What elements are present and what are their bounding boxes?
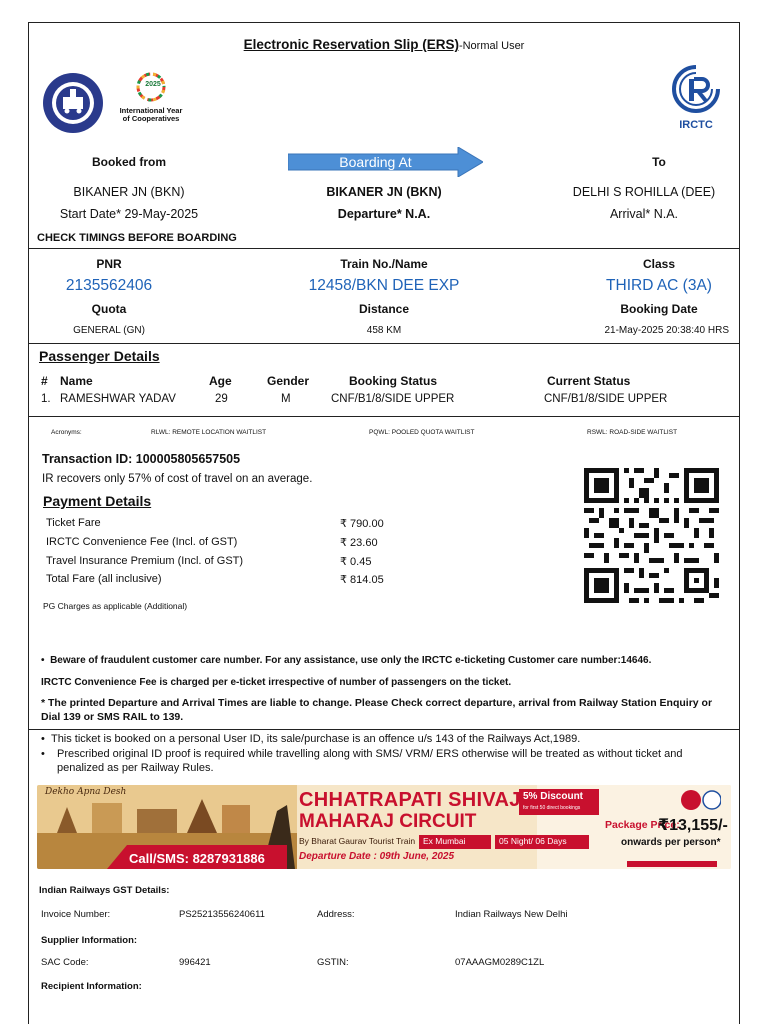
ir-recovers-note: IR recovers only 57% of cost of travel on an average. xyxy=(42,473,313,485)
id-proof-notice-text: Prescribed original ID proof is required while travelling along with SMS/ VRM/ ERS otherwise will be treated as without ticket and penalized as per Railway Rules. xyxy=(57,748,683,774)
banner-title-2: MAHARAJ CIRCUIT xyxy=(299,811,477,832)
convenience-notice: IRCTC Convenience Fee is charged per e-ticket irrespective of number of passengers on the ticket. xyxy=(41,677,512,688)
pnr-value: 2135562406 xyxy=(65,277,153,294)
boarding-station: BIKANER JN (BKN) xyxy=(326,185,442,199)
banner-price-sub: onwards per person* xyxy=(621,837,721,848)
acronym-rlwl: RLWL: REMOTE LOCATION WAITLIST xyxy=(151,429,267,436)
passenger-age: 29 xyxy=(215,393,228,405)
ers-frame xyxy=(28,22,740,1024)
fare-amount-total: ₹ 814.05 xyxy=(340,574,384,586)
divider-3 xyxy=(29,416,739,417)
quota-value: GENERAL (GN) xyxy=(73,325,145,336)
supplier-heading: Supplier Information: xyxy=(41,935,138,946)
acronym-pqwl: PQWL: POOLED QUOTA WAITLIST xyxy=(369,429,475,436)
banner-discount: 5% Discount xyxy=(523,791,584,802)
booking-date-label: Booking Date xyxy=(620,302,698,316)
bullet-icon: • xyxy=(41,655,51,666)
class-value: THIRD AC (3A) xyxy=(606,277,712,294)
banner-brand: Dekho Apna Desh xyxy=(45,787,127,797)
booked-from-label: Booked from xyxy=(91,155,166,169)
ers-title-main: Electronic Reservation Slip (ERS) xyxy=(243,37,459,52)
fare-amount-ticket: ₹ 790.00 xyxy=(340,518,384,530)
banner-price-label: Package Price: xyxy=(605,819,680,831)
bullet-icon: • xyxy=(41,748,45,760)
col-name: Name xyxy=(60,374,93,388)
departure-time: Departure* N.A. xyxy=(337,207,431,221)
check-timings-note: CHECK TIMINGS BEFORE BOARDING xyxy=(37,232,237,244)
col-current-status: Current Status xyxy=(547,374,631,388)
col-gender: Gender xyxy=(267,374,310,388)
acronym-rswl: RSWL: ROAD-SIDE WAITLIST xyxy=(587,429,678,436)
personal-id-notice xyxy=(41,733,731,745)
coop-line-2: of Cooperatives xyxy=(122,114,180,123)
passenger-no: 1. xyxy=(41,393,51,405)
gstin-label: GSTIN: xyxy=(317,957,349,968)
start-date: Start Date* 29-May-2025 xyxy=(59,207,199,221)
pg-charges-note: PG Charges as applicable (Additional) xyxy=(43,601,188,611)
id-proof-notice xyxy=(41,747,731,775)
class-label: Class xyxy=(642,257,676,271)
passenger-name: RAMESHWAR YADAV xyxy=(60,393,176,405)
gst-heading: Indian Railways GST Details: xyxy=(39,885,170,896)
divider-4 xyxy=(29,729,739,730)
fare-label-ticket: Ticket Fare xyxy=(46,517,101,529)
banner-title-1: CHHATRAPATI SHIVAJI xyxy=(299,789,527,811)
banner-ex-city: Ex Mumbai xyxy=(423,836,466,846)
from-station: BIKANER JN (BKN) xyxy=(73,185,185,199)
sac-value: 996421 xyxy=(179,957,211,968)
distance-label: Distance xyxy=(358,302,410,316)
banner-price: ₹13,155/- xyxy=(658,817,728,834)
ers-title xyxy=(29,37,739,52)
train-label: Train No./Name xyxy=(340,257,428,271)
banner-train-line: By Bharat Gaurav Tourist Train xyxy=(299,836,416,846)
irctc-logo-text: IRCTC xyxy=(679,119,713,131)
banner-discount-sub: for first 50 direct bookings xyxy=(523,805,581,811)
passenger-current-status: CNF/B1/8/SIDE UPPER xyxy=(544,393,668,405)
banner-call: Call/SMS: 8287931886 xyxy=(129,851,265,866)
timings-notice: * The printed Departure and Arrival Times are liable to change. Please Check correct departure, arrival from Railway Station Enquiry or Dial 139 or SMS RAIL to 139. xyxy=(41,697,713,723)
booking-date-value: 21-May-2025 20:38:40 HRS xyxy=(604,325,729,336)
distance-value: 458 KM xyxy=(366,325,402,336)
invoice-label: Invoice Number: xyxy=(41,909,111,920)
passenger-booking-status: CNF/B1/8/SIDE UPPER xyxy=(331,393,455,405)
to-label: To xyxy=(652,155,666,169)
passenger-gender: M xyxy=(281,393,291,405)
to-station: DELHI S ROHILLA (DEE) xyxy=(572,185,716,199)
boarding-at-label: Boarding At xyxy=(339,154,412,170)
tour-advert-banner[interactable] xyxy=(37,785,731,869)
address-value: Indian Railways New Delhi xyxy=(455,909,568,920)
ers-title-suffix: -Normal User xyxy=(458,40,525,52)
fraud-notice xyxy=(41,655,731,666)
coop-line-1: International Year xyxy=(119,106,183,115)
fare-label-convenience: IRCTC Convenience Fee (Incl. of GST) xyxy=(46,536,238,548)
irctc-badge-icon xyxy=(681,787,721,815)
fare-amount-convenience: ₹ 23.60 xyxy=(340,537,378,549)
col-booking-status: Booking Status xyxy=(349,374,438,388)
acronyms-label: Acronyms: xyxy=(51,429,82,436)
divider-2 xyxy=(29,343,739,344)
arrival-time: Arrival* N.A. xyxy=(609,207,679,221)
bullet-icon: • xyxy=(41,733,51,745)
coop-2025-logo xyxy=(111,69,191,131)
pnr-label: PNR xyxy=(96,257,122,271)
fare-amount-insurance: ₹ 0.45 xyxy=(340,556,372,568)
invoice-value: PS25213556240611 xyxy=(179,909,265,920)
personal-id-notice-text: This ticket is booked on a personal User ID, its sale/purchase is an offence u/s 143 of the Railways Act,1989. xyxy=(50,733,581,745)
banner-departure: Departure Date : 09th June, 2025 xyxy=(299,851,455,862)
banner-nights: 05 Night/ 06 Days xyxy=(499,836,567,846)
fare-label-total: Total Fare (all inclusive) xyxy=(46,573,162,585)
qr-code xyxy=(584,468,719,603)
passenger-heading: Passenger Details xyxy=(39,348,160,364)
coop-year: 2025 xyxy=(145,81,161,88)
train-value: 12458/BKN DEE EXP xyxy=(308,277,460,294)
divider-1 xyxy=(29,248,739,249)
quota-label: Quota xyxy=(91,302,127,316)
gstin-value: 07AAAGM0289C1ZL xyxy=(455,957,545,968)
col-no: # xyxy=(41,374,48,388)
col-age: Age xyxy=(209,374,232,388)
fare-label-insurance: Travel Insurance Premium (Incl. of GST) xyxy=(46,555,244,567)
irctc-logo xyxy=(665,61,727,133)
recipient-heading: Recipient Information: xyxy=(41,981,142,992)
sac-label: SAC Code: xyxy=(41,957,89,968)
boarding-arrow xyxy=(288,147,483,177)
payment-heading: Payment Details xyxy=(43,493,152,509)
coop-caption xyxy=(111,107,191,123)
fraud-notice-text: Beware of fraudulent customer care number. For any assistance, use only the IRCTC e-ticketing Customer care number:14646. xyxy=(50,655,652,666)
indian-railways-logo-text xyxy=(71,77,83,85)
transaction-id: Transaction ID: 100005805657505 xyxy=(42,452,241,466)
address-label: Address: xyxy=(317,909,355,920)
